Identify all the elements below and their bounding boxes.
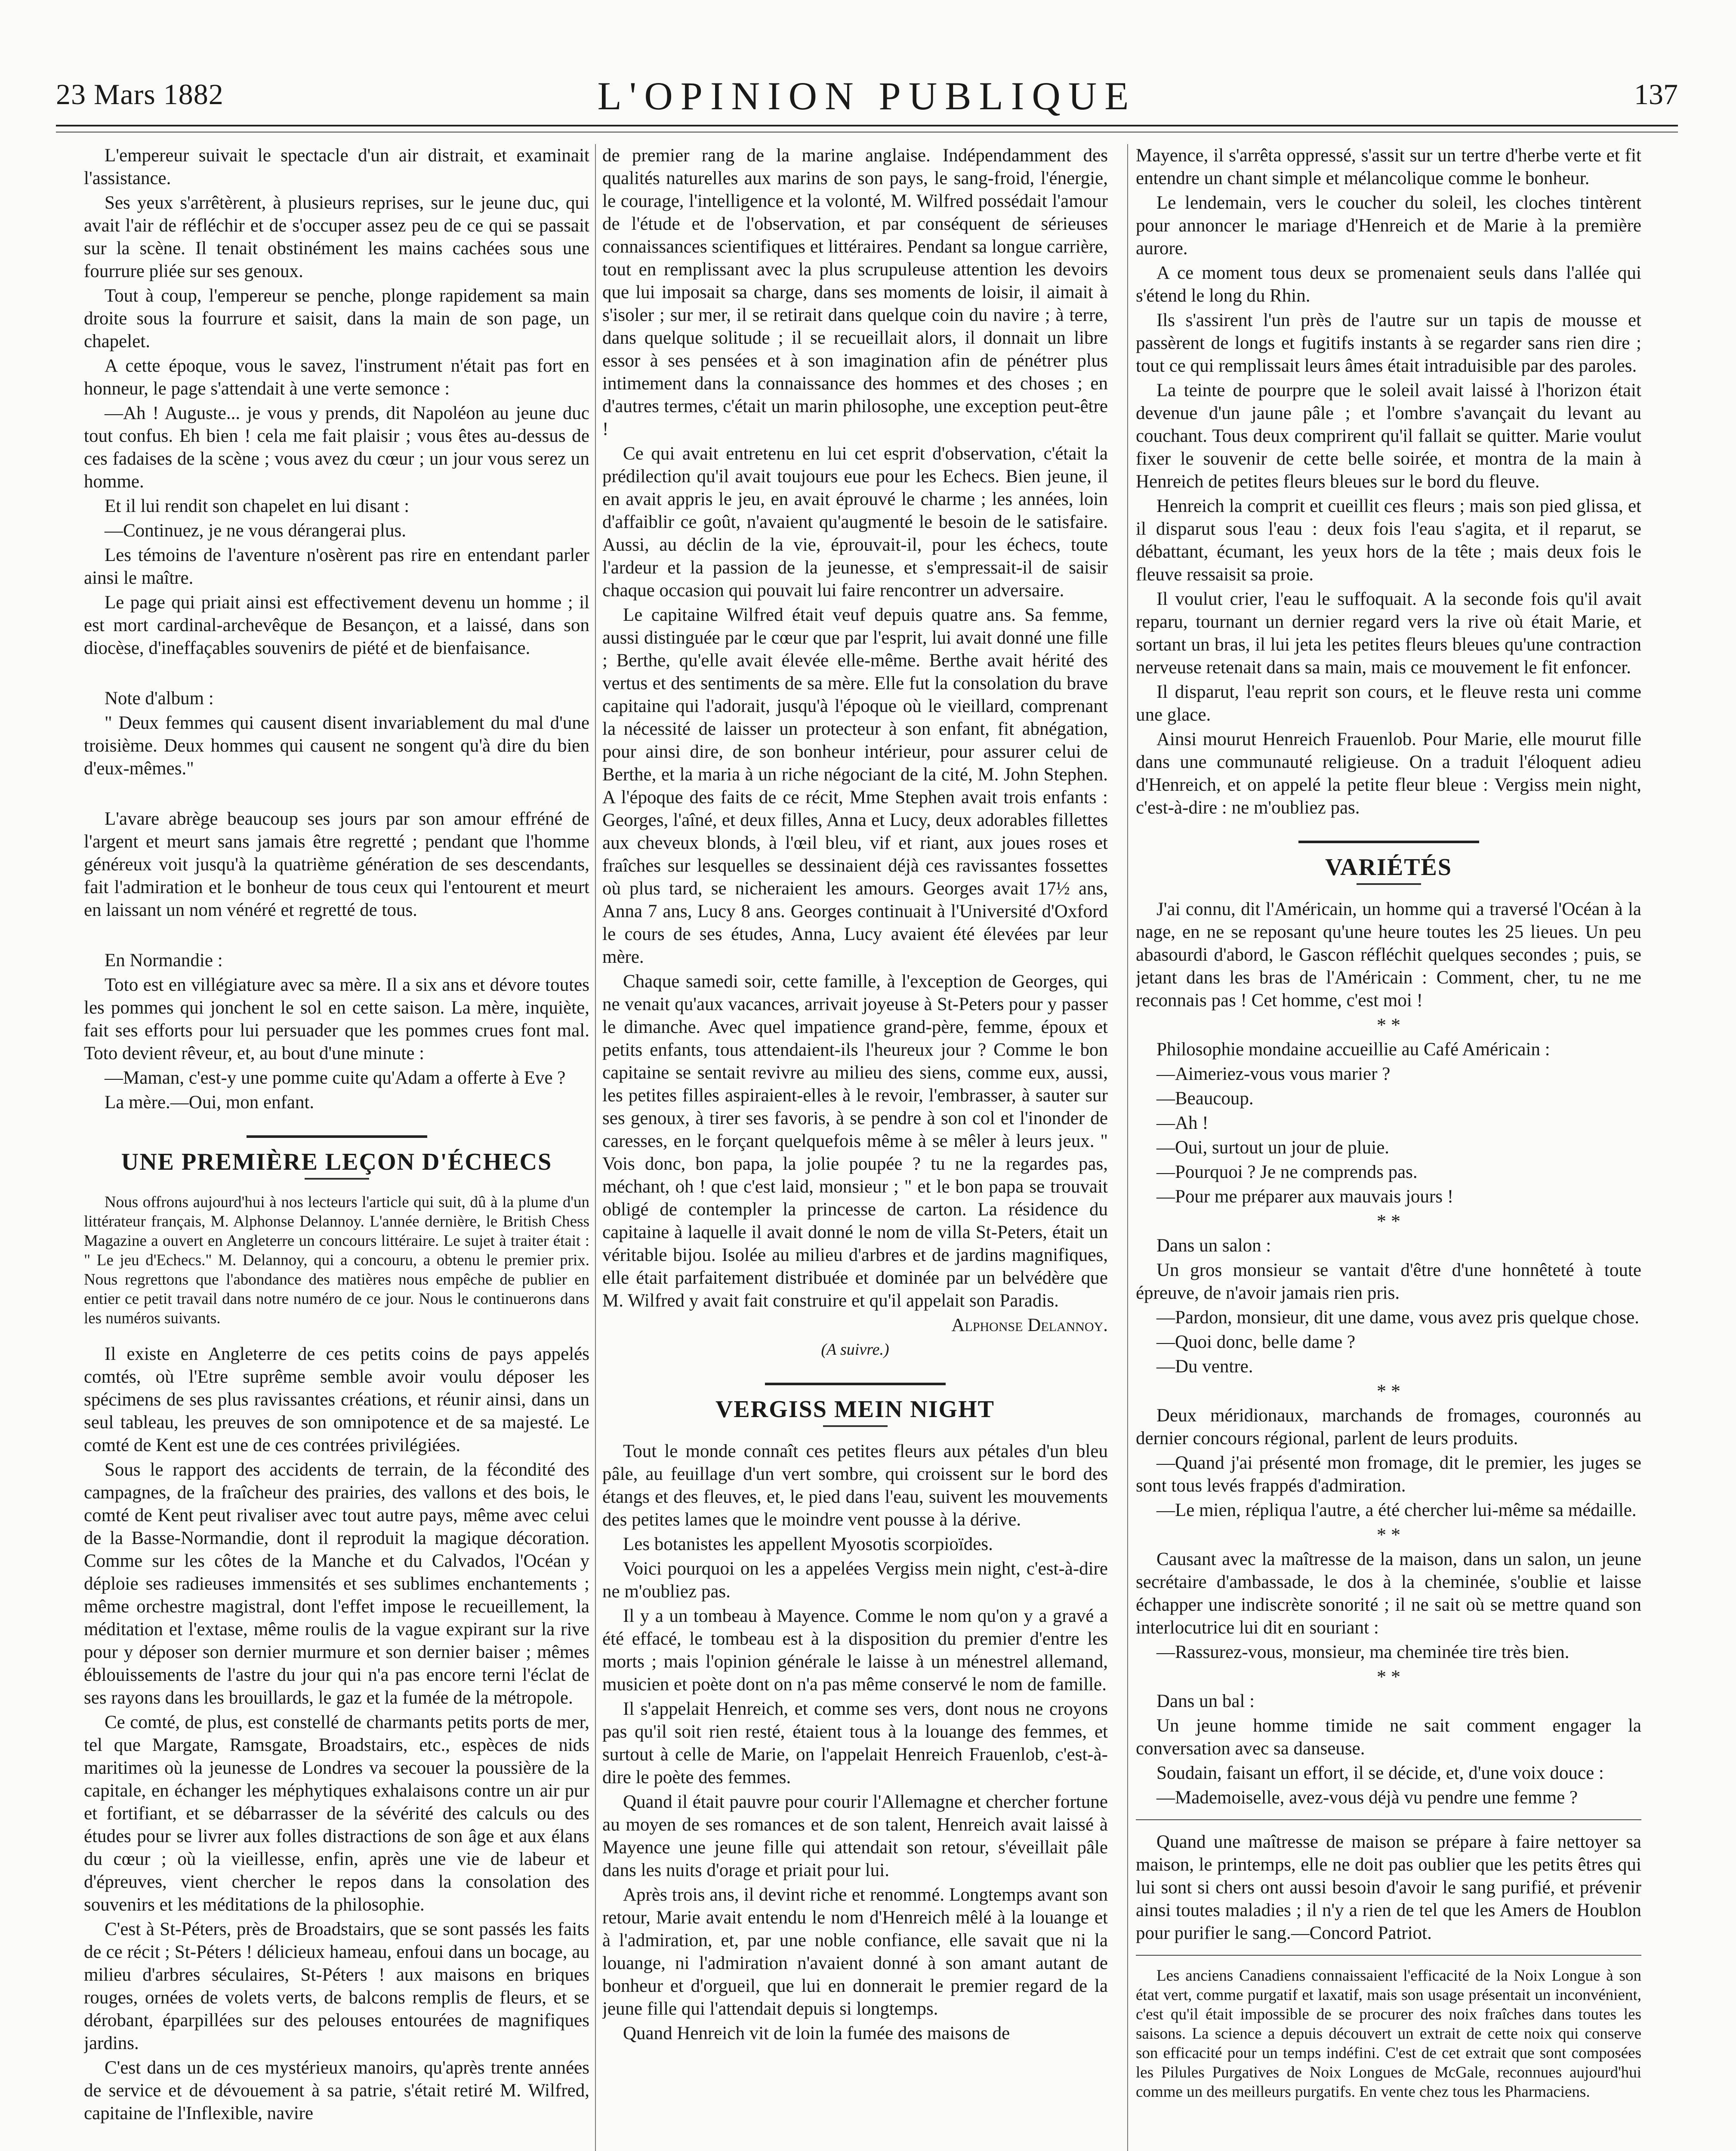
paragraph: Un gros monsieur se vantait d'être d'une honnêteté à toute épreuve, de n'avoir jamais rien pris.	[1136, 1260, 1641, 1303]
paragraph: Causant avec la maîtresse de la maison, dans un salon, un jeune secrétaire d'ambassade, le dos à la cheminée, s'oublie et laisse échapper une indiscrète sonorité ; il ne sait où se mettre quand son interlocutrice lui dit en souriant :	[1136, 1549, 1641, 1638]
separator-stars: * *	[1377, 1666, 1400, 1687]
dialogue-line: —Rassurez-vous, monsieur, ma cheminée tire très bien.	[1156, 1642, 1569, 1662]
dialogue-line: —Ah !	[1156, 1113, 1209, 1133]
paragraph: Henreich la comprit et cueillit ces fleurs ; mais son pied glissa, et il disparut sous l'eau : deux fois l'eau s'agita, et il reparut, se débattant, écumant, les yeux hors de la tête ; mais deux fois le fleuve ressaisit sa proie.	[1136, 496, 1641, 585]
paragraph: Il s'appelait Henreich, et comme ses vers, dont nous ne croyons pas qu'il soit rien resté, étaient tous à la louange des femmes, et surtout à celle de Marie, on l'appelait Henreich Frauenlob, c'est-à-dire le poète des femmes.	[602, 1699, 1108, 1787]
dialogue-line: —Oui, surtout un jour de pluie.	[1156, 1137, 1390, 1158]
separator-stars: * *	[1377, 1381, 1400, 1402]
note-text: " Deux femmes qui causent disent invariablement du mal d'une troisième. Deux hommes qui causent ne songent qu'à dire du bien d'eux-mêmes."	[84, 713, 589, 779]
to-be-continued: (A suivre.)	[821, 1341, 889, 1359]
paragraph: C'est dans un de ces mystérieux manoirs, qu'après trente années de service et de dévouement à sa patrie, s'était retiré M. Wilfred, capitaine de l'Inflexible, navire	[84, 2058, 589, 2123]
paragraph: Deux méridionaux, marchands de fromages, couronnés au dernier concours régional, parlent de leurs produits.	[1136, 1405, 1641, 1448]
paragraph: Le capitaine Wilfred était veuf depuis quatre ans. Sa femme, aussi distinguée par le cœur que par l'esprit, lui avait donné une fille ; Berthe, qu'elle avait élevée elle-même. Berthe avait hérité des vertus et des sentiments de sa mère. Elle fut la consolation du brave capitaine qui l'adorait, jusqu'à l'époque où le vieillard, comprenant la nécessité de laisser un protecteur à son enfant, fit abnégation, pour ainsi dire, de son bonheur intérieur, pour assurer celui de Berthe, et la maria à un riche négociant de la cité, M. John Stephen. A l'époque des faits de ce récit, Mme Stephen avait trois enfants : Georges, l'aîné, et deux filles, Anna et Lucy, deux adorables fillettes aux cheveux blonds, à l'œil bleu, vif et riant, aux joues roses et fraîches sur lesquelles se dessinaient déjà ces ravissantes fossettes où plus tard, se nicheraient les amours. Georges avait 17½ ans, Anna 7 ans, Lucy 8 ans. Georges continuait à l'Université d'Oxford le cours de ses études, Anna, Lucy avaient été élevées par leur mère.	[602, 605, 1108, 967]
column-1	[84, 144, 589, 2151]
paragraph: Quand Henreich vit de loin la fumée des maisons de	[623, 2023, 1010, 2043]
divider	[1136, 1955, 1641, 1956]
paragraph: Ses yeux s'arrêtèrent, à plusieurs reprises, sur le jeune duc, qui avait l'air de réfléchir et de s'occuper assez peu de ce qui se passait sur la scène. Il tenait obstinément les mains cachées sous une fourrure pliée sur ses genoux.	[84, 193, 589, 281]
paragraph: Tout à coup, l'empereur se penche, plonge rapidement sa main droite sous la fourrure et saisit, dans la main de son page, un chapelet.	[84, 286, 589, 351]
separator-stars: * *	[1377, 1014, 1400, 1035]
paragraph: Dans un bal :	[1156, 1691, 1255, 1711]
separator-stars: * *	[1377, 1211, 1400, 1232]
dialogue-line: —Du ventre.	[1156, 1356, 1253, 1377]
paragraph: La teinte de pourpre que le soleil avait laissé à l'horizon était devenue d'un jaune pâle ; et l'ombre s'avançait du levant au couchant. Tous deux comprirent qu'il fallait se quitter. Marie voulut fixer le souvenir de cette belle soirée, et montra de la main à Henreich de petites fleurs bleues sur le bord du fleuve.	[1136, 380, 1641, 492]
paragraph: Tout le monde connaît ces petites fleurs aux pétales d'un bleu pâle, au feuillage d'un vert sombre, qui croissent sur le bord des étangs et des fleuves, et, le pied dans l'eau, suivent les mouvements des petites lames que le moindre vent pousse à la dérive.	[602, 1441, 1108, 1530]
paragraph: de premier rang de la marine anglaise. Indépendamment des qualités naturelles aux marins de son pays, le sang-froid, l'énergie, le courage, l'intelligence et la volonté, M. Wilfred possédait l'amour de l'étude et de l'observation, et par conséquent de sérieuses connaissances scientifiques et littéraires. Pendant sa longue carrière, tout en remplissant avec la plus scrupuleuse attention les devoirs que lui imposait sa charge, dans ses moments de loisir, il aimait à s'isoler ; sur mer, il se retirait dans quelque coin du navire ; à terre, dans quelque solitude ; il se recueillait alors, il donnait un libre essor à ses pensées et à son imagination afin de pénétrer plus intimement dans la connaissance des hommes et des choses ; en d'autres termes, c'était un marin philosophe, une exception peut-être !	[602, 145, 1108, 439]
dialogue-line: —Mademoiselle, avez-vous déjà vu pendre une femme ?	[1156, 1787, 1578, 1808]
masthead	[56, 73, 1678, 129]
paragraph: Ainsi mourut Henreich Frauenlob. Pour Marie, elle mourut fille dans une communauté religieuse. On a traduit l'éloquent adieu d'Henreich, et on appelé la petite fleur bleue : Vergiss mein night, c'est-à-dire : ne m'oubliez pas.	[1136, 729, 1641, 818]
title-rule	[1357, 883, 1421, 885]
paragraph: Les témoins de l'aventure n'osèrent pas rire en entendant parler ainsi le maître.	[84, 545, 589, 588]
paragraph: La mère.—Oui, mon enfant.	[105, 1092, 315, 1112]
paragraph: Il voulut crier, l'eau le suffoquait. A la seconde fois qu'il avait reparu, tournant un dernier regard vers la rive où était Marie, et sortant un bras, il lui jeta les petites fleurs bleues qu'une contraction nerveuse retenait dans sa main, mais ce mouvement le fit enfoncer.	[1136, 589, 1641, 678]
article-title: VERGISS MEIN NIGHT	[715, 1396, 995, 1423]
paragraph: Il disparut, l'eau reprit son cours, et le fleuve resta uni comme une glace.	[1136, 682, 1641, 725]
normandie-label: En Normandie :	[105, 950, 223, 971]
paragraph: J'ai connu, dit l'Américain, un homme qui a traversé l'Océan à la nage, en ne se reposant qu'une heure toutes les 25 lieues. Un peu abasourdi d'abord, le Gascon réfléchit quelques secondes ; puis, se jetant dans les bras de l'Américain : Comment, cher, tu ne me reconnais pas ! Cet homme, c'est moi !	[1136, 899, 1641, 1011]
paragraph: Toto est en villégiature avec sa mère. Il a six ans et dévore toutes les pommes qui jonchent le sol en cette saison. La mère, inquiète, fait ses efforts pour lui persuader que les pommes crues font mal. Toto devient rêveur, et, au bout d'une minute :	[84, 975, 589, 1063]
paragraph: Le lendemain, vers le coucher du soleil, les cloches tintèrent pour annoncer le mariage d'Henreich et de Marie à la première aurore.	[1136, 193, 1641, 259]
paragraph: Les botanistes les appellent Myosotis scorpioïdes.	[623, 1534, 993, 1554]
column-3	[1136, 144, 1641, 2151]
divider	[1136, 1819, 1641, 1820]
paragraph: A ce moment tous deux se promenaient seuls dans l'allée qui s'étend le long du Rhin.	[1136, 263, 1641, 306]
dialogue-line: —Beaucoup.	[1156, 1088, 1254, 1109]
paragraph: Il existe en Angleterre de ces petits coins de pays appelés comtés, où l'Etre suprême semble avoir voulu déposer les spécimens de ses plus ravissantes créations, et réunir ainsi, dans un seul tableau, les preuves de son omnipotence et de sa majesté. Le comté de Kent est une de ces contrées privilégiées.	[84, 1344, 589, 1455]
paragraph: Chaque samedi soir, cette famille, à l'exception de Georges, qui ne venait qu'aux vacances, arrivait joyeuse à St-Peters pour y passer le dimanche. Avec quel impatience grand-père, femme, époux et petits enfants, tous attendaient-ils l'heureux jour ? Comme le bon capitaine se sentait revivre au milieu des siens, comme eux, aussi, les petites filles aspiraient-elles à le revoir, l'embrasser, à sauter sur ses genoux, à tirer ses favoris, à se pendre à son col et l'inonder de caresses, en le forçant quelquefois même à se mêler à leurs jeux. " Vois donc, bon papa, la jolie poupée ? tu ne la regardes pas, méchant, oh ! que c'est laid, monsieur ; " et le bon papa se trouvait obligé de contempler la princesse de carton. La résidence du capitaine à laquelle il avait donné le nom de villa St-Peters, était un véritable bijou. Isolée au milieu d'arbres et de jardins magnifiques, elle était parfaitement distribuée et dominée par un belvédère que M. Wilfred y avait fait construire et qu'il appelait son Paradis.	[602, 971, 1108, 1311]
masthead-rule-thin	[56, 132, 1678, 133]
column-2	[602, 144, 1108, 2151]
dialogue-line: —Pour me préparer aux mauvais jours !	[1156, 1186, 1454, 1207]
dialogue-line: —Pardon, monsieur, dit une dame, vous avez pris quelque chose.	[1156, 1307, 1639, 1328]
paragraph: Voici pourquoi on les a appelées Vergiss mein night, c'est-à-dire ne m'oubliez pas.	[602, 1559, 1108, 1602]
paragraph: Quand il était pauvre pour courir l'Allemagne et chercher fortune au moyen de ses romances et de son talent, Henreich avait laissé à Mayence une jeune fille qui attendait son retour, s'éveillait pâle dans les nuits d'orage et priait pour lui.	[602, 1792, 1108, 1880]
paragraph: —Continuez, je ne vous dérangerai plus.	[105, 521, 406, 541]
paragraph: Ce comté, de plus, est constellé de charmants petits ports de mer, tel que Margate, Ramsgate, Broadstairs, etc., espèces de nids maritimes où la jeunesse de Londres va secouer la poussière de la capitale, en échanger les méphytiques exhalaisons contre un air pur et fortifiant, et se débarrasser de la sévérité des calculs ou des études pour se livrer aux folles distractions de son âge et aux élans du cœur ; où la vieillesse, enfin, après une vie de labeur et d'épreuves, vient chercher le repos dans la consolation des souvenirs et les méditations de la philosophie.	[84, 1712, 589, 1915]
dialogue-line: —Quand j'ai présenté mon fromage, dit le premier, les juges se sont tous levés frappés d'admiration.	[1136, 1453, 1641, 1496]
paragraph: Ils s'assirent l'un près de l'autre sur un tapis de mousse et passèrent de longs et fugitifs instants à se regarder sans rien dire ; tout ce qui remplissait leurs âmes était intraduisible par des paroles.	[1136, 310, 1641, 376]
section-rule	[1298, 841, 1479, 843]
paragraph: Sous le rapport des accidents de terrain, de la fécondité des campagnes, de la fraîcheur des prairies, des vallons et des bois, le comté de Kent peut rivaliser avec tout autre pays, même avec celui de la Basse-Normandie, dont il reproduit la magique décoration. Comme sur les côtes de la Manche et du Calvados, l'Océan y déploie ses radieuses immensités et ses sublimes enchantements ; même orchestre magistral, dont l'effet impose le recueillement, la méditation et l'extase, même roulis de la vague expirant sur la rive pour y déposer son dernier murmure et son dernier baiser ; mêmes éblouissements de l'astre du jour qui n'a pas encore terni l'éclat de ses rayons dans les brouillards, le gaz et la fumée de la métropole.	[84, 1460, 589, 1708]
paragraph: Et il lui rendit son chapelet en lui disant :	[105, 496, 410, 516]
paragraph: A cette époque, vous le savez, l'instrument n'était pas fort en honneur, le page s'attendait à une verte semonce :	[84, 356, 589, 399]
title-rule	[305, 1178, 369, 1180]
issue-date: 23 Mars 1882	[56, 78, 224, 111]
column-separator	[595, 144, 596, 2151]
section-rule	[765, 1383, 946, 1385]
paragraph: Un jeune homme timide ne sait comment engager la conversation avec sa danseuse.	[1136, 1716, 1641, 1759]
masthead-rule	[56, 125, 1678, 126]
paragraph: Soudain, faisant un effort, il se décide, et, d'une voix douce :	[1156, 1763, 1604, 1783]
note-label: Note d'album :	[105, 688, 214, 709]
paragraph: Il y a un tombeau à Mayence. Comme le nom qu'on y a gravé a été effacé, le tombeau est à la disposition du premier d'entre les morts ; mais l'opinion générale le laisse à un ménestrel allemand, musicien et poète dont on n'a pas même conservé le nom de famille.	[602, 1606, 1108, 1695]
dialogue-line: —Aimeriez-vous vous marier ?	[1156, 1064, 1391, 1084]
paragraph: Après trois ans, il devint riche et renommé. Longtemps avant son retour, Marie avait entendu le nom d'Henreich mêlé à la louange et à l'admiration, et, par une noble confiance, elle savait que ni la louange, ni l'admiration n'avaient donné à son amant autant de bonheur et d'orgueil, que lui en donnerait le premier regard de la jeune fille qui l'attendait depuis si longtemps.	[602, 1885, 1108, 2019]
paragraph: —Maman, c'est-y une pomme cuite qu'Adam a offerte à Eve ?	[105, 1068, 566, 1088]
dialogue-line: —Quoi donc, belle dame ?	[1156, 1332, 1356, 1352]
paragraph: Mayence, il s'arrêta oppressé, s'assit sur un tertre d'herbe verte et fit entendre un chant simple et mélancolique comme le bonheur.	[1136, 145, 1641, 188]
advertisement: Les anciens Canadiens connaissaient l'efficacité de la Noix Longue à son état vert, comme purgatif et laxatif, mais son usage présentait un inconvénient, c'est qu'il était impossible de se procurer des noix fraîches dans toutes les saisons. La science a depuis découvert un extrait de cette noix qui conserve son efficacité pour un temps indéfini. C'est de cet extrait que sont composées les Pilules Purgatives de Noix Longues de McGale, reconnues aujourd'hui comme un des meilleurs purgatifs. En vente chez tous les Pharmaciens.	[1136, 1967, 1641, 2101]
paragraph: Dans un salon :	[1156, 1236, 1271, 1256]
newspaper-title: L'OPINION PUBLIQUE	[597, 74, 1137, 118]
dialogue-line: —Le mien, répliqua l'autre, a été chercher lui-même sa médaille.	[1156, 1500, 1637, 1520]
advertisement: Quand une maîtresse de maison se prépare à faire nettoyer sa maison, le printemps, elle ne doit pas oublier que les petits êtres qui lui sont si chers ont aussi besoin d'avoir le sang purifié, et prévenir ainsi toutes maladies ; il n'y a rien de tel que les Amers de Houblon pour purifier le sang.—Concord Patriot.	[1136, 1832, 1641, 1943]
separator-stars: * *	[1377, 1524, 1400, 1545]
section-rule	[247, 1135, 427, 1138]
column-separator	[1127, 144, 1128, 2151]
article-intro: Nous offrons aujourd'hui à nos lecteurs l'article qui suit, dû à la plume d'un littérateur français, M. Alphonse Delannoy. L'année dernière, le British Chess Magazine a ouvert en Angleterre un concours littéraire. Le sujet à traiter était : " Le jeu d'Echecs." M. Delannoy, qui a concouru, a obtenu le premier prix. Nous regrettons que l'abondance des matières nous empêche de publier en entier ce petit travail dans notre numéro de ce jour. Nous le continuerons dans les numéros suivants.	[84, 1193, 589, 1327]
title-rule	[823, 1425, 888, 1427]
section-title: VARIÉTÉS	[1325, 854, 1452, 881]
author-signature: Alphonse Delannoy.	[951, 1315, 1108, 1335]
page-number: 137	[1634, 78, 1678, 111]
paragraph: L'avare abrège beaucoup ses jours par son amour effréné de l'argent et meurt sans jamais être regretté ; pendant que l'homme généreux voit jusqu'à la quatrième génération de ses descendants, fait l'admiration et le bonheur de tous ceux qui l'entourent et meurt en laissant un nom vénéré et regretté de tous.	[84, 809, 589, 920]
paragraph: C'est à St-Péters, près de Broadstairs, que se sont passés les faits de ce récit ; St-Péters ! délicieux hameau, enfoui dans un bocage, au milieu d'arbres séculaires, St-Péters ! aux maisons en briques rouges, ornées de volets verts, de balcons remplis de fleurs, et se dérobant, éparpillées sur des pelouses entourées de magnifiques jardins.	[84, 1919, 589, 2053]
paragraph: L'empereur suivait le spectacle d'un air distrait, et examinait l'assistance.	[84, 145, 589, 188]
dialogue-line: —Pourquoi ? Je ne comprends pas.	[1156, 1162, 1418, 1182]
paragraph: Le page qui priait ainsi est effectivement devenu un homme ; il est mort cardinal-archevêque de Besançon, et a laissé, dans son diocèse, d'ineffaçables souvenirs de piété et de bienfaisance.	[84, 592, 589, 658]
paragraph: Philosophie mondaine accueillie au Café Américain :	[1156, 1039, 1550, 1060]
article-title: UNE PREMIÈRE LEÇON D'ÉCHECS	[121, 1149, 552, 1175]
paragraph: —Ah ! Auguste... je vous y prends, dit Napoléon au jeune duc tout confus. Eh bien ! cela me fait plaisir ; vous êtes au-dessus de ces fadaises de la scène ; vous avez du cœur ; un jour vous serez un homme.	[84, 403, 589, 492]
paragraph: Ce qui avait entretenu en lui cet esprit d'observation, c'était la prédilection qu'il avait toujours eue pour les Echecs. Bien jeune, il en avait appris le jeu, en avait éprouvé le charme ; les années, loin d'affaiblir ce goût, n'avaient qu'augmenté le besoin de le satisfaire. Aussi, au déclin de la vie, éprouvait-il, pour les échecs, toute l'ardeur et la passion de la jeunesse, et s'empressait-il de saisir chaque occasion qui pouvait lui faire rencontrer un adversaire.	[602, 444, 1108, 601]
